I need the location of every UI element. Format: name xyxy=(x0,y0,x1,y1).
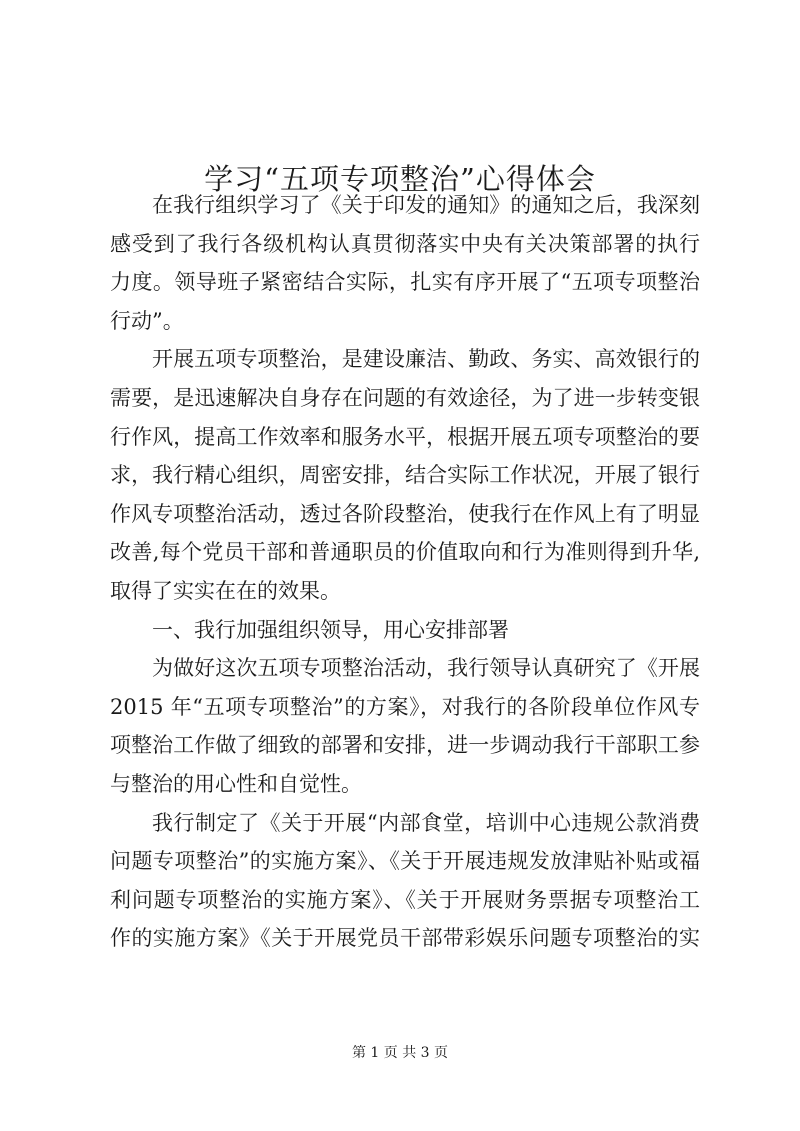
page-title: 学习“五项专项整治”心得体会 xyxy=(204,162,596,197)
text-line: 力度。领导班子紧密结合实际，扎实有序开展了“五项专项整治 xyxy=(110,270,700,295)
text-line: 需要，是迅速解决自身存在问题的有效途径，为了进一步转变银 xyxy=(110,385,700,410)
text-line: 感受到了我行各级机构认真贯彻落实中央有关决策部署的执行 xyxy=(110,231,700,256)
text-line: 改善,每个党员干部和普通职员的价值取向和行为准则得到升华, xyxy=(110,540,700,565)
document-body xyxy=(110,186,700,958)
text-line: 项整治工作做了细致的部署和安排，进一步调动我行干部职工参 xyxy=(110,733,700,758)
text-line: 一、我行加强组织领导，用心安排部署 xyxy=(152,617,509,642)
text-line: 在我行组织学习了《关于印发的通知》的通知之后，我深刻 xyxy=(152,193,700,217)
text-line: 行作风，提高工作效率和服务水平，根据开展五项专项整治的要 xyxy=(110,424,700,449)
text-line: 与整治的用心性和自觉性。 xyxy=(110,771,362,796)
text-line: 求，我行精心组织，周密安排，结合实际工作状况，开展了银行 xyxy=(110,463,700,488)
text-line: 我行制定了《关于开展“内部食堂，培训中心违规公款消费 xyxy=(152,810,700,835)
text-line: 问题专项整治”的实施方案》、《关于开展违规发放津贴补贴或福 xyxy=(110,849,700,874)
page-footer: 第 1 页 共 3 页 xyxy=(351,1045,449,1061)
text-line: 2015 年“五项专项整治”的方案》，对我行的各阶段单位作风专 xyxy=(110,694,700,719)
text-line: 开展五项专项整治，是建设廉洁、勤政、务实、高效银行的 xyxy=(152,347,700,372)
text-line: 取得了实实在在的效果。 xyxy=(110,578,341,603)
text-line: 利问题专项整治的实施方案》、《关于开展财务票据专项整治工 xyxy=(110,887,700,912)
text-line: 作的实施方案》《关于开展党员干部带彩娱乐问题专项整治的实 xyxy=(110,926,700,951)
text-line: 行动”。 xyxy=(110,308,184,333)
text-line: 作风专项整治活动，透过各阶段整治，使我行在作风上有了明显 xyxy=(110,501,700,526)
text-line: 为做好这次五项专项整治活动，我行领导认真研究了《开展 xyxy=(152,656,700,681)
